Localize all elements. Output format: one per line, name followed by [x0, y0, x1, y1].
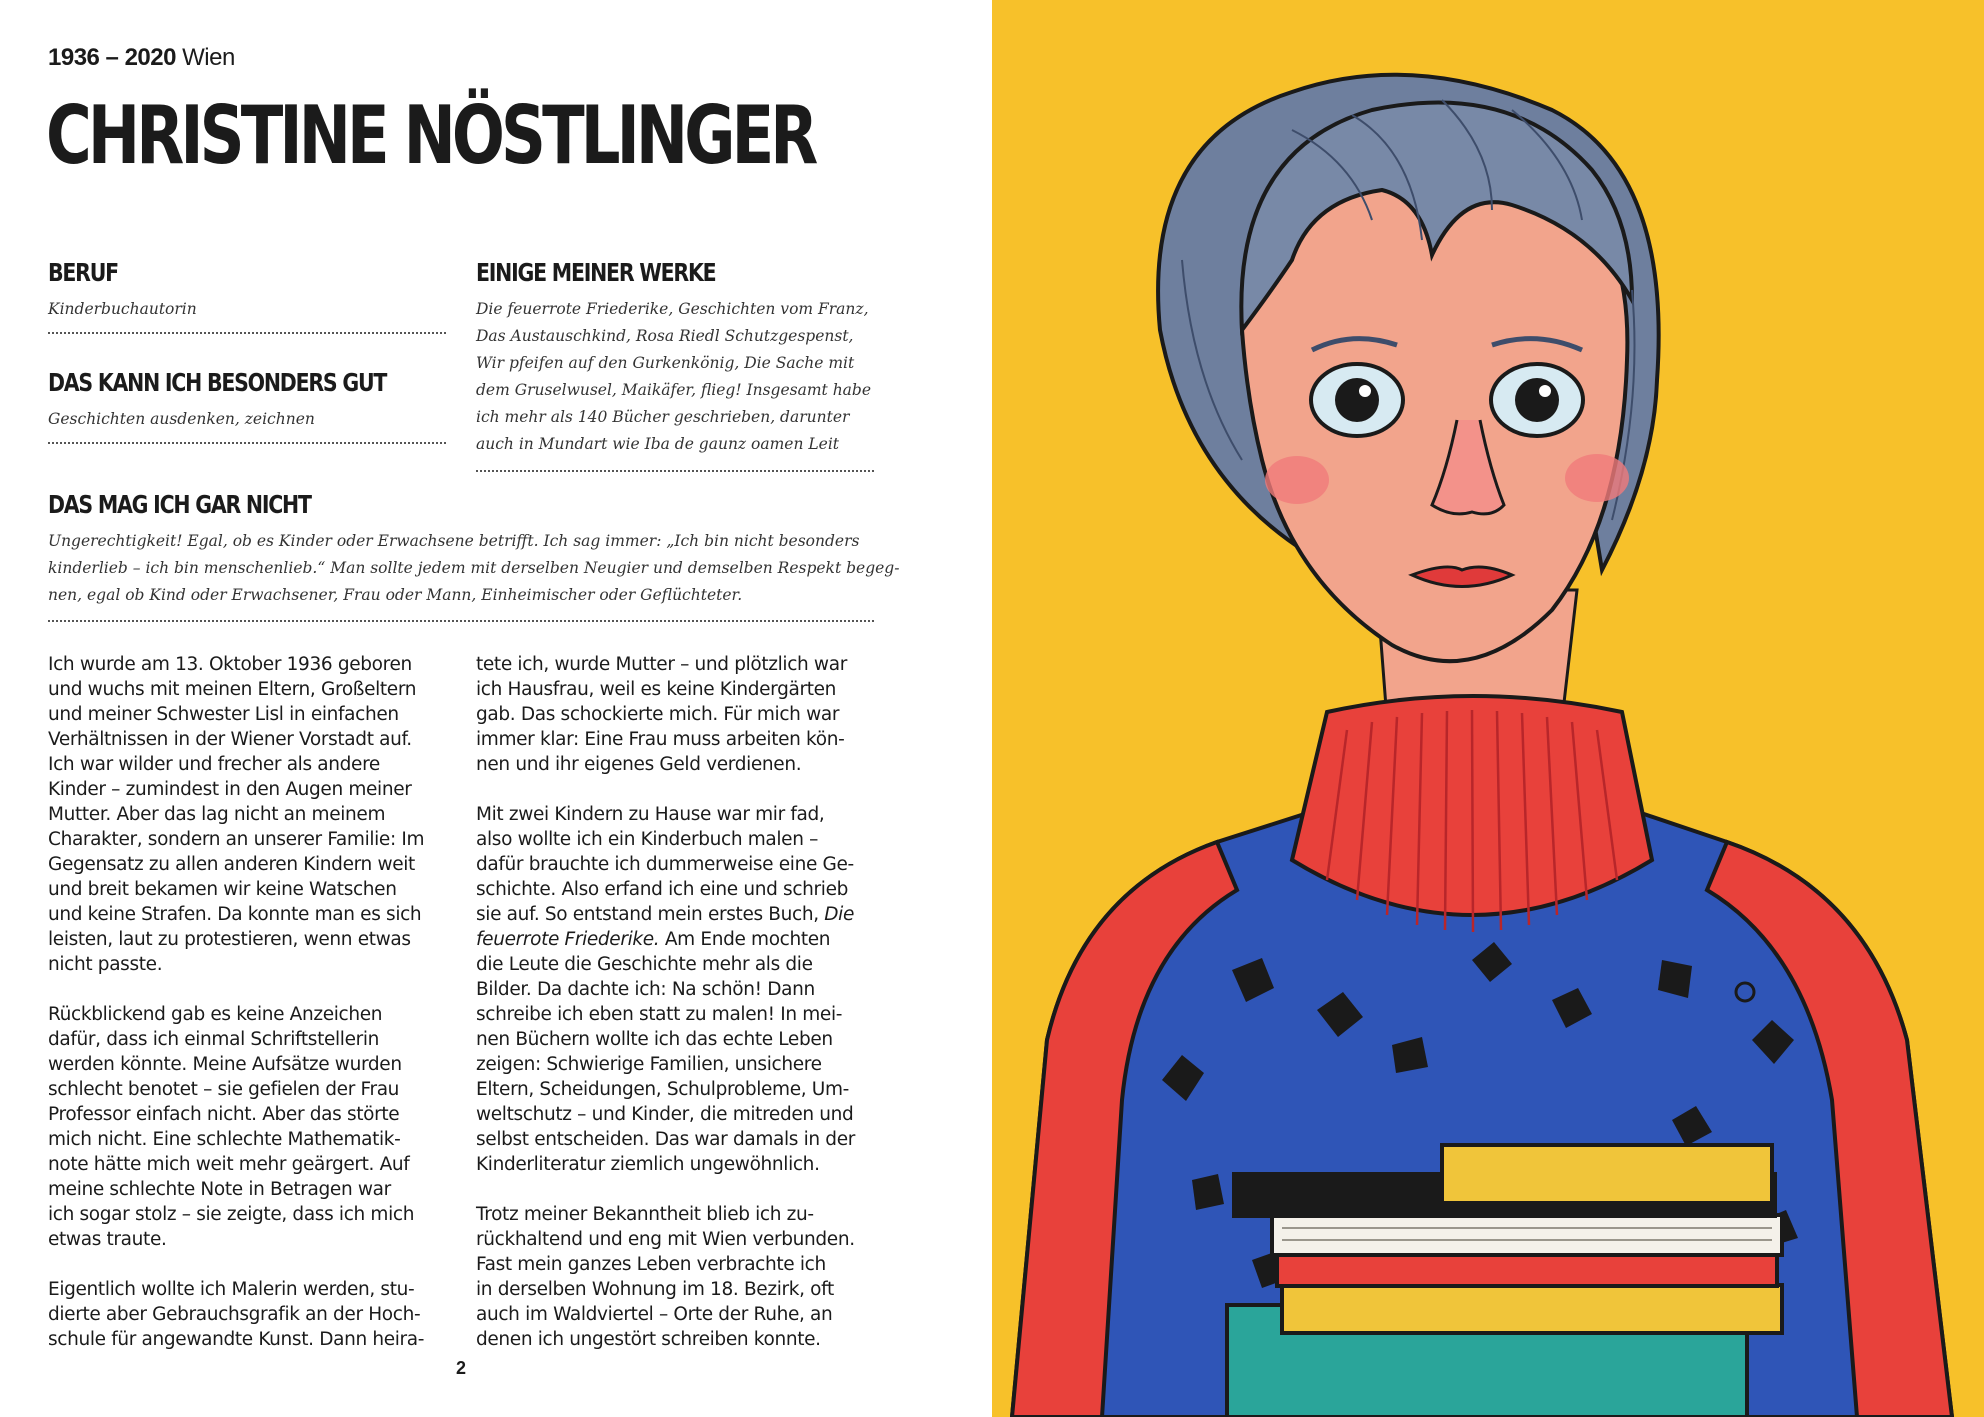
line: also wollte ich ein Kinderbuch malen – — [476, 829, 819, 850]
line: auch im Waldviertel – Orte der Ruhe, an — [476, 1304, 833, 1325]
werke-line: ich mehr als 140 Bücher geschrieben, darunter — [476, 408, 850, 426]
line: Rückblickend gab es keine Anzeichen — [48, 1004, 383, 1025]
place-text: Wien — [182, 44, 235, 71]
line: dafür brauchte ich dummerweise eine Ge- — [476, 854, 854, 875]
werke-line: Das Austauschkind, Rosa Riedl Schutzgespenst, — [476, 327, 854, 345]
line: dafür, dass ich einmal Schriftstellerin — [48, 1029, 380, 1050]
line: Eigentlich wollte ich Malerin werden, stu- — [48, 1279, 415, 1300]
years-text: 1936 – 2020 — [48, 44, 176, 71]
line: Verhältnissen in der Wiener Vorstadt auf. — [48, 729, 412, 750]
line: Kinderliteratur ziemlich ungewöhnlich. — [476, 1154, 820, 1175]
line: weltschutz – und Kinder, die mitreden und — [476, 1104, 854, 1125]
right-cheek — [1565, 454, 1629, 502]
book-title: feuerrote Friederike. — [476, 929, 660, 950]
divider — [48, 332, 446, 334]
line: und meiner Schwester Lisl in einfachen — [48, 704, 399, 725]
line: ich Hausfrau, weil es keine Kindergärten — [476, 679, 837, 700]
page-title: CHRISTINE NÖSTLINGER — [46, 89, 815, 182]
mag-nicht-line: kinderlieb – ich bin menschenlieb.“ Man sollte jedem mit derselben Neugier und demselben Respekt begeg- — [48, 559, 900, 577]
werke-line: auch in Mundart wie Iba de gaunz oamen Leit — [476, 435, 840, 453]
werke-text — [476, 296, 871, 458]
line: Mit zwei Kindern zu Hause war mir fad, — [476, 804, 825, 825]
line: Gegensatz zu allen anderen Kindern weit — [48, 854, 415, 875]
line: Eltern, Scheidungen, Schulprobleme, Um- — [476, 1079, 849, 1100]
line: in derselben Wohnung im 18. Bezirk, oft — [476, 1279, 834, 1300]
body-column-1 — [48, 652, 458, 1377]
line: meine schlechte Note in Betragen war — [48, 1179, 391, 1200]
mag-nicht-heading: DAS MAG ICH GAR NICHT — [48, 490, 311, 519]
line: sie auf. So entstand mein erstes Buch, — [476, 904, 819, 925]
book-stack — [1227, 1145, 1782, 1417]
divider — [476, 470, 874, 472]
line: nen Büchern wollte ich das echte Leben — [476, 1029, 833, 1050]
line: gab. Das schockierte mich. Für mich war — [476, 704, 840, 725]
line: etwas traute. — [48, 1229, 167, 1250]
left-cheek — [1265, 456, 1329, 504]
right-pupil — [1515, 378, 1559, 422]
mag-nicht-line: nen, egal ob Kind oder Erwachsener, Frau oder Mann, Einheimischer oder Geflüchteter. — [48, 586, 743, 604]
line: schichte. Also erfand ich eine und schrieb — [476, 879, 848, 900]
paragraph — [476, 1202, 906, 1352]
line: Charakter, sondern an unserer Familie: Im — [48, 829, 425, 850]
mag-nicht-line: Ungerechtigkeit! Egal, ob es Kinder oder Erwachsene betrifft. Ich sag immer: „Ich bin nicht besonders — [48, 532, 860, 550]
divider — [48, 442, 446, 444]
line: Trotz meiner Bekanntheit blieb ich zu- — [476, 1204, 814, 1225]
line: Professor einfach nicht. Aber das störte — [48, 1104, 400, 1125]
line: mich nicht. Eine schlechte Mathematik- — [48, 1129, 401, 1150]
line: note hätte mich weit mehr geärgert. Auf — [48, 1154, 410, 1175]
paragraph — [48, 1277, 458, 1352]
line: schlecht benotet – sie gefielen der Frau — [48, 1079, 400, 1100]
line: denen ich ungestört schreiben konnte. — [476, 1329, 821, 1350]
line: und breit bekamen wir keine Watschen — [48, 879, 397, 900]
paragraph — [48, 652, 458, 977]
werke-heading: EINIGE MEINER WERKE — [476, 258, 716, 287]
line: und keine Strafen. Da konnte man es sich — [48, 904, 422, 925]
werke-line: Die feuerrote Friederike, Geschichten vom Franz, — [476, 300, 869, 318]
left-pupil — [1335, 378, 1379, 422]
left-eye-glint — [1359, 385, 1371, 397]
line: selbst entscheiden. Das war damals in der — [476, 1129, 855, 1150]
line: immer klar: Eine Frau muss arbeiten kön- — [476, 729, 845, 750]
body-column-2 — [476, 652, 906, 1377]
line: und wuchs mit meinen Eltern, Großeltern — [48, 679, 417, 700]
line: ich sogar stolz – sie zeigte, dass ich mich — [48, 1204, 415, 1225]
portrait-illustration — [992, 0, 1984, 1417]
line: dierte aber Gebrauchsgrafik an der Hoch- — [48, 1304, 421, 1325]
paragraph — [48, 1002, 458, 1252]
line: Am Ende mochten — [664, 929, 831, 950]
line: schreibe ich eben statt zu malen! In mei- — [476, 1004, 843, 1025]
beruf-text: Kinderbuchautorin — [48, 300, 197, 318]
line: nicht passte. — [48, 954, 163, 975]
paragraph — [476, 652, 906, 777]
line: leisten, laut zu protestieren, wenn etwas — [48, 929, 411, 950]
line: die Leute die Geschichte mehr als die — [476, 954, 813, 975]
line: Fast mein ganzes Leben verbrachte ich — [476, 1254, 826, 1275]
line: zeigen: Schwierige Familien, unsichere — [476, 1054, 822, 1075]
book-title: Die — [824, 904, 854, 925]
life-years — [48, 44, 235, 72]
line: Kinder – zumindest in den Augen meiner — [48, 779, 412, 800]
divider — [48, 620, 874, 622]
kann-heading: DAS KANN ICH BESONDERS GUT — [48, 368, 387, 397]
line: nen und ihr eigenes Geld verdienen. — [476, 754, 802, 775]
werke-line: Wir pfeifen auf den Gurkenkönig, Die Sache mit — [476, 354, 855, 372]
mag-nicht-text — [48, 528, 899, 609]
line: tete ich, wurde Mutter – und plötzlich war — [476, 654, 847, 675]
line: schule für angewandte Kunst. Dann heira- — [48, 1329, 425, 1350]
werke-line: dem Gruselwusel, Maikäfer, flieg! Insgesamt habe — [476, 381, 872, 399]
line: Bilder. Da dachte ich: Na schön! Dann — [476, 979, 815, 1000]
paragraph — [476, 802, 906, 1177]
line: werden könnte. Meine Aufsätze wurden — [48, 1054, 402, 1075]
line: Mutter. Aber das lag nicht an meinem — [48, 804, 386, 825]
line: Ich wurde am 13. Oktober 1936 geboren — [48, 654, 412, 675]
line: rückhaltend und eng mit Wien verbunden. — [476, 1229, 855, 1250]
beruf-heading: BERUF — [48, 258, 118, 287]
kann-text: Geschichten ausdenken, zeichnen — [48, 410, 315, 428]
right-eye-glint — [1539, 385, 1551, 397]
portrait-page — [992, 0, 1984, 1417]
line: Ich war wilder und frecher als andere — [48, 754, 380, 775]
page-number: 2 — [456, 1358, 467, 1378]
